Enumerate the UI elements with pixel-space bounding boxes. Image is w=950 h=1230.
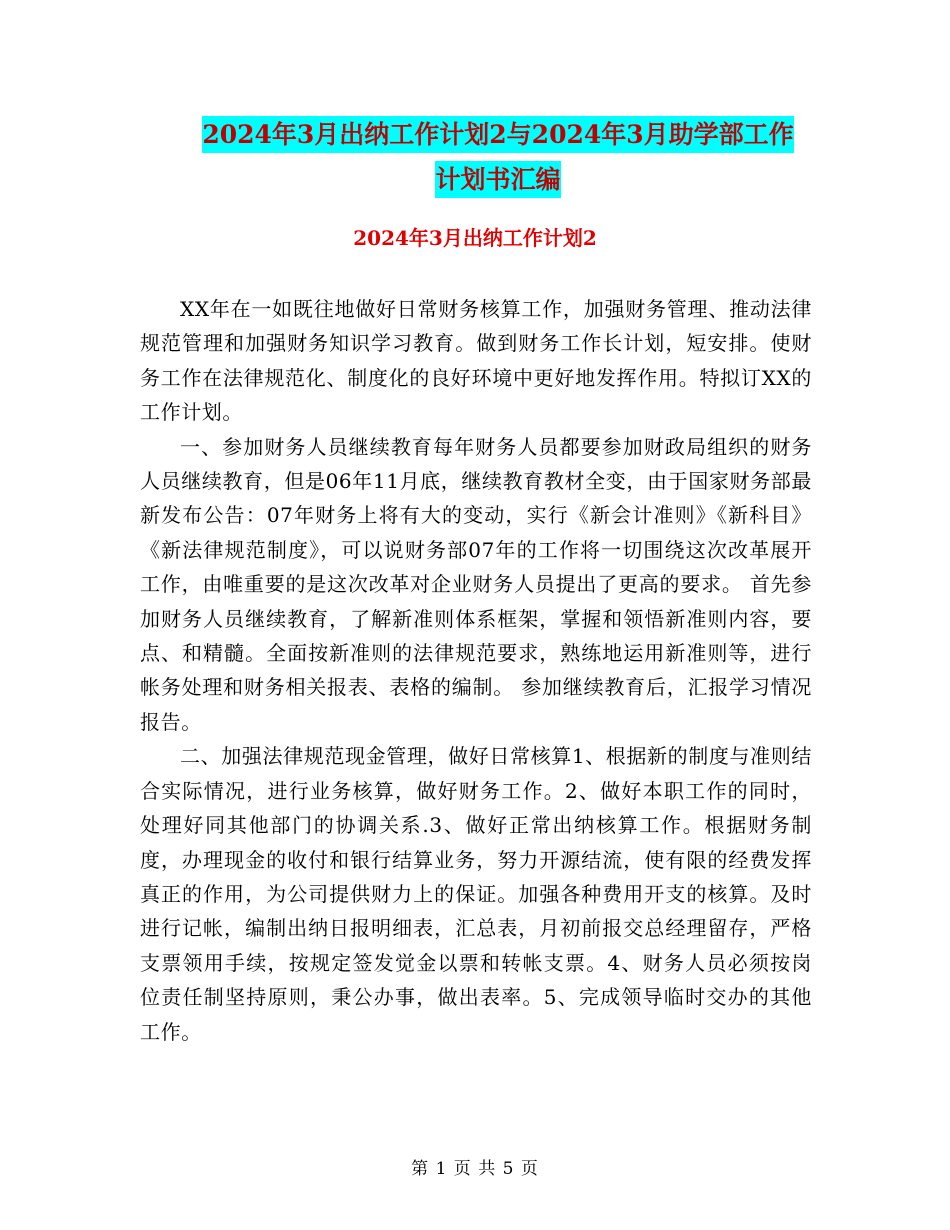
title-line-1: 2024年3月出纳工作计划2与2024年3月助学部工作 (202, 116, 793, 153)
document-title (188, 112, 808, 202)
body-text (140, 292, 812, 1049)
paragraph-intro: XX年在一如既往地做好日常财务核算工作，加强财务管理、推动法律规范管理和加强财务知识学习教育。做到财务工作长计划，短安排。使财务工作在法律规范化、制度化的良好环境中更好地发挥作用。特拟订XX的工作计划。 (140, 297, 812, 425)
title-line-2: 计划书汇编 (435, 161, 560, 198)
paragraph-item-2: 二、加强法律规范现金管理，做好日常核算1、根据新的制度与准则结合实际情况，进行业务核算，做好财务工作。2、做好本职工作的同时，处理好同其他部门的协调关系.3、做好正常出纳核算工作。根据财务制度，办理现金的收付和银行结算业务，努力开源结流，使有限的经费发挥真正的作用，为公司提供财力上的保证。加强各种费用开支的核算。及时进行记帐，编制出纳日报明细表，汇总表，月初前报交总经理留存，严格支票领用手续，按规定签发觉金以票和转帐支票。4、财务人员必须按岗位责任制坚持原则，秉公办事，做出表率。5、完成领导临时交办的其他工作。 (140, 744, 812, 1044)
section-title: 2024年3月出纳工作计划2 (353, 226, 597, 250)
page-footer: 第 1 页 共 5 页 (411, 1159, 539, 1179)
paragraph-item-1: 一、参加财务人员继续教育每年财务人员都要参加财政局组织的财务人员继续教育，但是06年11月底，继续教育教材全变，由于国家财务部最新发布公告：07年财务上将有大的变动，实行《新会计准则》《新科目》《新法律规范制度》，可以说财务部07年的工作将一切围绕这次改革展开工作，由唯重要的是这次改革对企业财务人员提出了更高的要求。 首先参加财务人员继续教育，了解新准则体系框架，掌握和领悟新准则内容，要点、和精髓。全面按新准则的法律规范要求，熟练地运用新准则等，进行帐务处理和财务相关报表、表格的编制。 参加继续教育后，汇报学习情况报告。 (140, 434, 812, 734)
